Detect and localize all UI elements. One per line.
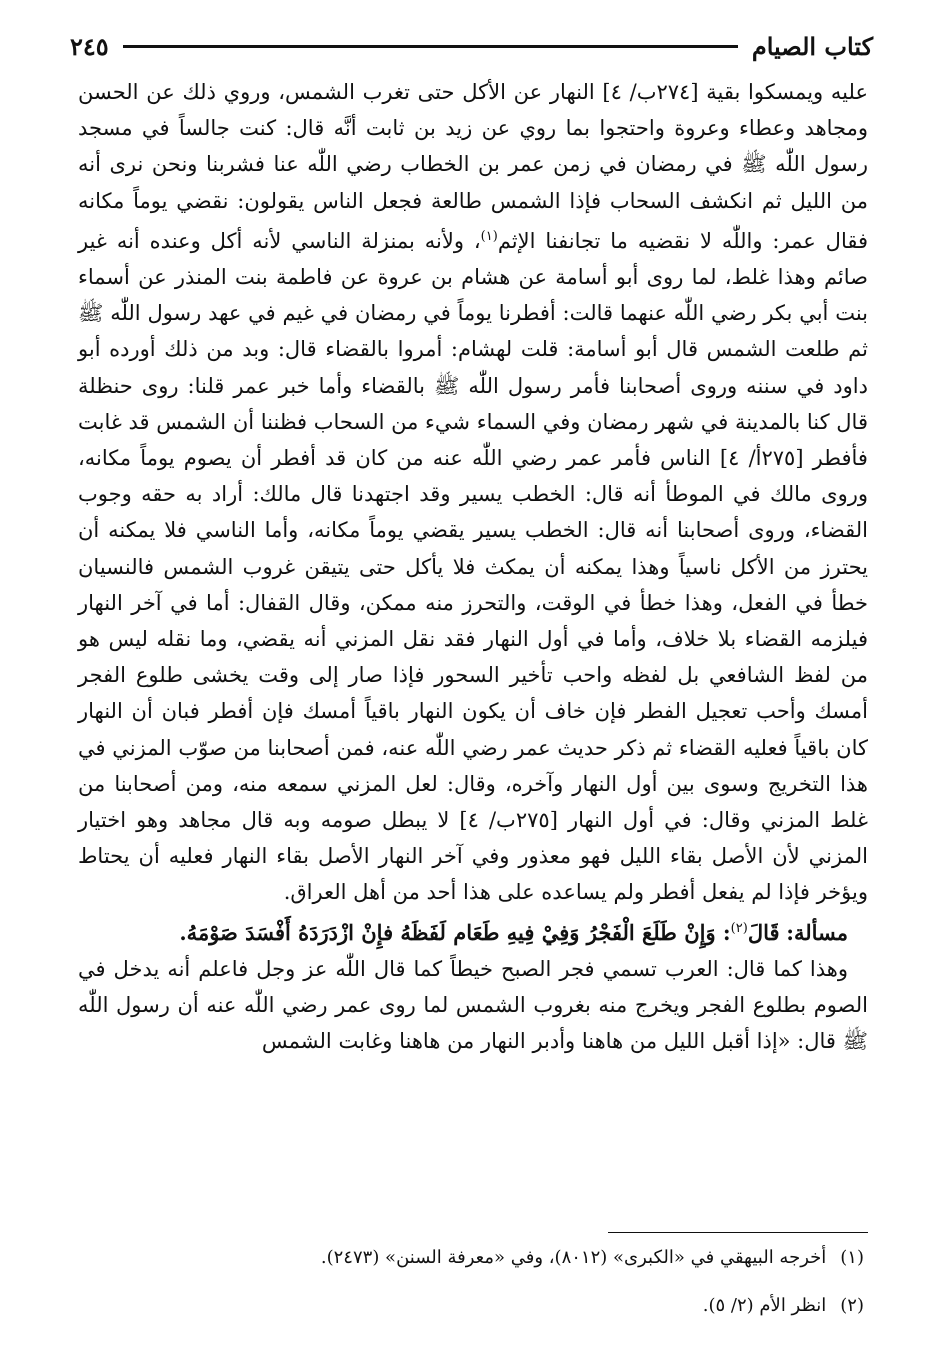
footnote-ref: (١)	[480, 228, 498, 244]
paragraph-text: ، ولأنه بمنزلة الناسي لأنه أكل وعنده أنه غير صائم وهذا غلط، لما روى أبو أسامة عن هشام بن عروة عن فاطمة بنت المنذر عن أسماء بنت أبي بكر رضي اللّٰه عنهما قالت: أفطرنا يوماً في رمضان في غيم في عهد رسول اللّٰه ﷺ ثم طلعت الشمس قال أبو أسامة: قلت لهشام: أمروا بالقضاء قال: وبد من ذلك أورده أبو داود في سننه وروى أصحابنا فأمر رسول اللّٰه ﷺ بالقضاء وأما خبر عمر قلنا: روى حنظلة قال كنا بالمدينة في شهر رمضان وفي السماء شيء من السحاب فظننا أن الشمس قد غابت فأفطر [٢٧٥أ/ ٤] الناس فأمر عمر رضي اللّٰه عنه من كان قد أفطر أن يصوم يوماً مكانه، وروى مالك في الموطأ أنه قال: الخطب يسير وقد اجتهدنا قال مالك: أراد به حقه وجوب القضاء، وروى أصحابنا أنه قال: الخطب يسير يقضي يوماً مكانه، وأما الناسي فلا يمكنه أن يحترز من الأكل ناسياً وهذا يمكنه أن يمكث فلا يأكل حتى يتيقن غروب الشمس فالنسيان خطأ في الفعل، وهذا خطأ في الوقت، والتحرز منه ممكن، وقال القفال: أما في آخر النهار فيلزمه القضاء بلا خلاف، وأما في أول النهار فقد نقل المزني أنه يقضي، وما نقله ليس هو من لفظ الشافعي بل لفظه واحب تأخير السحور فإذا صار إلى وقت يخشى طلوع الفجر أمسك وأحب تعجيل الفطر فإن خاف أن يكون النهار باقياً أمسك فإن أفطر فبان أن النهار كان باقياً فعليه القضاء ثم ذكر حديث عمر رضي اللّٰه عنه، فمن أصحابنا من صوّب المزني في هذا التخريج وسوى بين أول النهار وآخره، وقال: لعل المزني سمعه منه، ومن أصحابنا من غلط المزني وقال: في أول النهار [٢٧٥ب/ ٤] لا يبطل صومه وبه قال مجاهد وهو اختيار المزني لأن الأصل بقاء الليل فهو معذور وفي آخر النهار الأصل بقاء النهار فعليه أن يحتاط ويؤخر فإذا لم يفعل أفطر ولم يساعده على هذا أحد من أهل العراق.	[78, 228, 868, 905]
masala-label: مسألة:	[786, 919, 848, 945]
header-rule	[123, 45, 738, 48]
footnote-divider	[608, 1232, 868, 1233]
main-text	[78, 74, 868, 1059]
paragraph	[78, 951, 868, 1060]
paragraph-text: عليه ويمسكوا بقية [٢٧٤ب/ ٤] النهار عن الأكل حتى تغرب الشمس، وروي ذلك عن الحسن ومجاهد وعطاء وعروة واحتجوا بما روي عن زيد بن ثابت أنَّه قال: كنت جالساً في مسجد رسول اللّٰه ﷺ في رمضان في زمن عمر بن الخطاب رضي اللّٰه عنا فشربنا ونحن نرى أنه من الليل ثم انكشف السحاب فإذا الشمس طالعة فجعل الناس يقولون: نقضي يوماً مكانه فقال عمر: واللّٰه لا نقضيه ما تجانفنا الإثم	[78, 80, 868, 253]
footnote-ref: (٢)	[730, 920, 748, 936]
masala-qal: قَالَ	[747, 919, 780, 945]
page-header	[70, 28, 873, 64]
paragraph	[78, 74, 868, 911]
page-number: ٢٤٥	[70, 31, 109, 61]
footnote	[80, 1292, 864, 1320]
footnote-text: أخرجه البيهقي في «الكبرى» (٨٠١٢)، وفي «معرفة السنن» (٢٤٧٣).	[320, 1247, 827, 1268]
masala-paragraph	[78, 911, 868, 951]
chapter-title: كتاب الصيام	[751, 31, 873, 61]
footnote-number: (٢)	[840, 1295, 864, 1316]
footnote-number: (١)	[840, 1247, 864, 1268]
masala-quote: : وَإِنْ طَلَعَ الْفَجْرُ وَفِيْ فِيهِ طَعَام لَفَظَهُ فإِنْ ازْدَرَدَهُ أَفْسَدَ صَوْمَهُ.	[179, 919, 731, 945]
footnotes	[80, 1244, 864, 1340]
footnote	[80, 1244, 864, 1272]
paragraph-text: وهذا كما قال: العرب تسمي فجر الصبح خيطاً كما قال اللّٰه عز وجل فاعلم أنه يدخل في الصوم بطلوع الفجر ويخرج منه بغروب الشمس لما روى عمر رضي اللّٰه عنه أن رسول اللّٰه ﷺ قال: «إذا أقبل الليل من هاهنا وأدبر النهار من هاهنا وغابت الشمس	[78, 956, 868, 1054]
footnote-text: انظر الأم (٢/ ٥).	[702, 1295, 827, 1316]
